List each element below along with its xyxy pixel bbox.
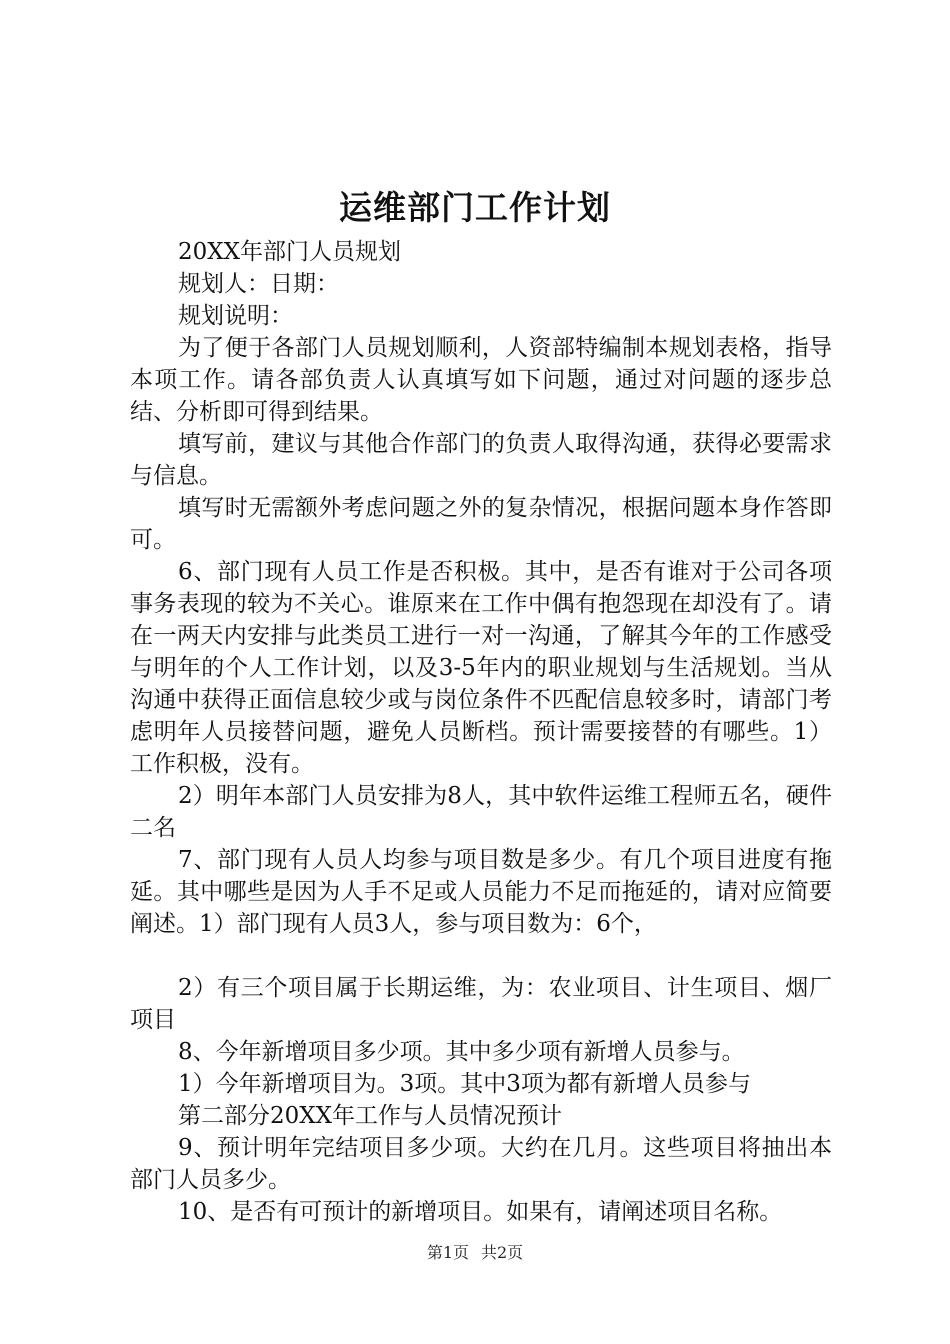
question-10: 10、是否有可预计的新增项目。如果有，请阐述项目名称。 <box>178 1199 783 1225</box>
answer-7-2: 2）有三个项目属于长期运维，为：农业项目、计生项目、烟厂项目 <box>130 975 832 1033</box>
page-footer <box>0 1242 950 1264</box>
part-two-heading: 第二部分20XX年工作与人员情况预计 <box>178 1103 563 1129</box>
instruction-while-filling: 填写时无需额外考虑问题之外的复杂情况，根据问题本身作答即可。 <box>130 495 832 553</box>
question-6: 6、部门现有人员工作是否积极。其中，是否有谁对于公司各项事务表现的较为不关心。谁原来在工作中偶有抱怨现在却没有了。请在一两天内安排与此类员工进行一对一沟通，了解其今年的工作感受与明年的个人工作计划，以及3-5年内的职业规划与生活规划。当从沟通中获得正面信息较少或与岗位条件不匹配信息较多时，请部门考虑明年人员接替问题，避免人员断档。预计需要接替的有哪些。1）工作积极，没有。 <box>130 559 832 777</box>
instruction-before-filling: 填写前，建议与其他合作部门的负责人取得沟通，获得必要需求与信息。 <box>130 431 832 489</box>
page-number: 第1页 <box>426 1243 469 1262</box>
paragraph-gap <box>130 940 832 972</box>
document-title: 运维部门工作计划 <box>339 188 611 227</box>
question-7: 7、部门现有人员人均参与项目数是多少。有几个项目进度有拖延。其中哪些是因为人手不足或人员能力不足而拖延的，请对应简要阐述。1）部门现有人员3人，参与项目数为：6个， <box>130 847 832 937</box>
question-8: 8、今年新增项目多少项。其中多少项有新增人员参与。 <box>178 1039 745 1065</box>
question-9: 9、预计明年完结项目多少项。大约在几月。这些项目将抽出本部门人员多少。 <box>130 1135 832 1193</box>
answer-8-1: 1）今年新增项目为。3项。其中3项为都有新增人员参与 <box>178 1071 751 1097</box>
answer-6-2: 2）明年本部门人员安排为8人，其中软件运维工程师五名，硬件二名 <box>130 783 832 841</box>
page-total: 共2页 <box>481 1243 524 1262</box>
plan-notes-heading: 规划说明： <box>178 303 293 329</box>
planner-date-line: 规划人：日期： <box>178 271 339 297</box>
intro-paragraph: 为了便于各部门人员规划顺利，人资部特编制本规划表格，指导本项工作。请各部负责人认真填写如下问题，通过对问题的逐步总结、分析即可得到结果。 <box>130 335 832 425</box>
plan-heading: 20XX年部门人员规划 <box>178 239 402 265</box>
document-body <box>130 236 832 1228</box>
